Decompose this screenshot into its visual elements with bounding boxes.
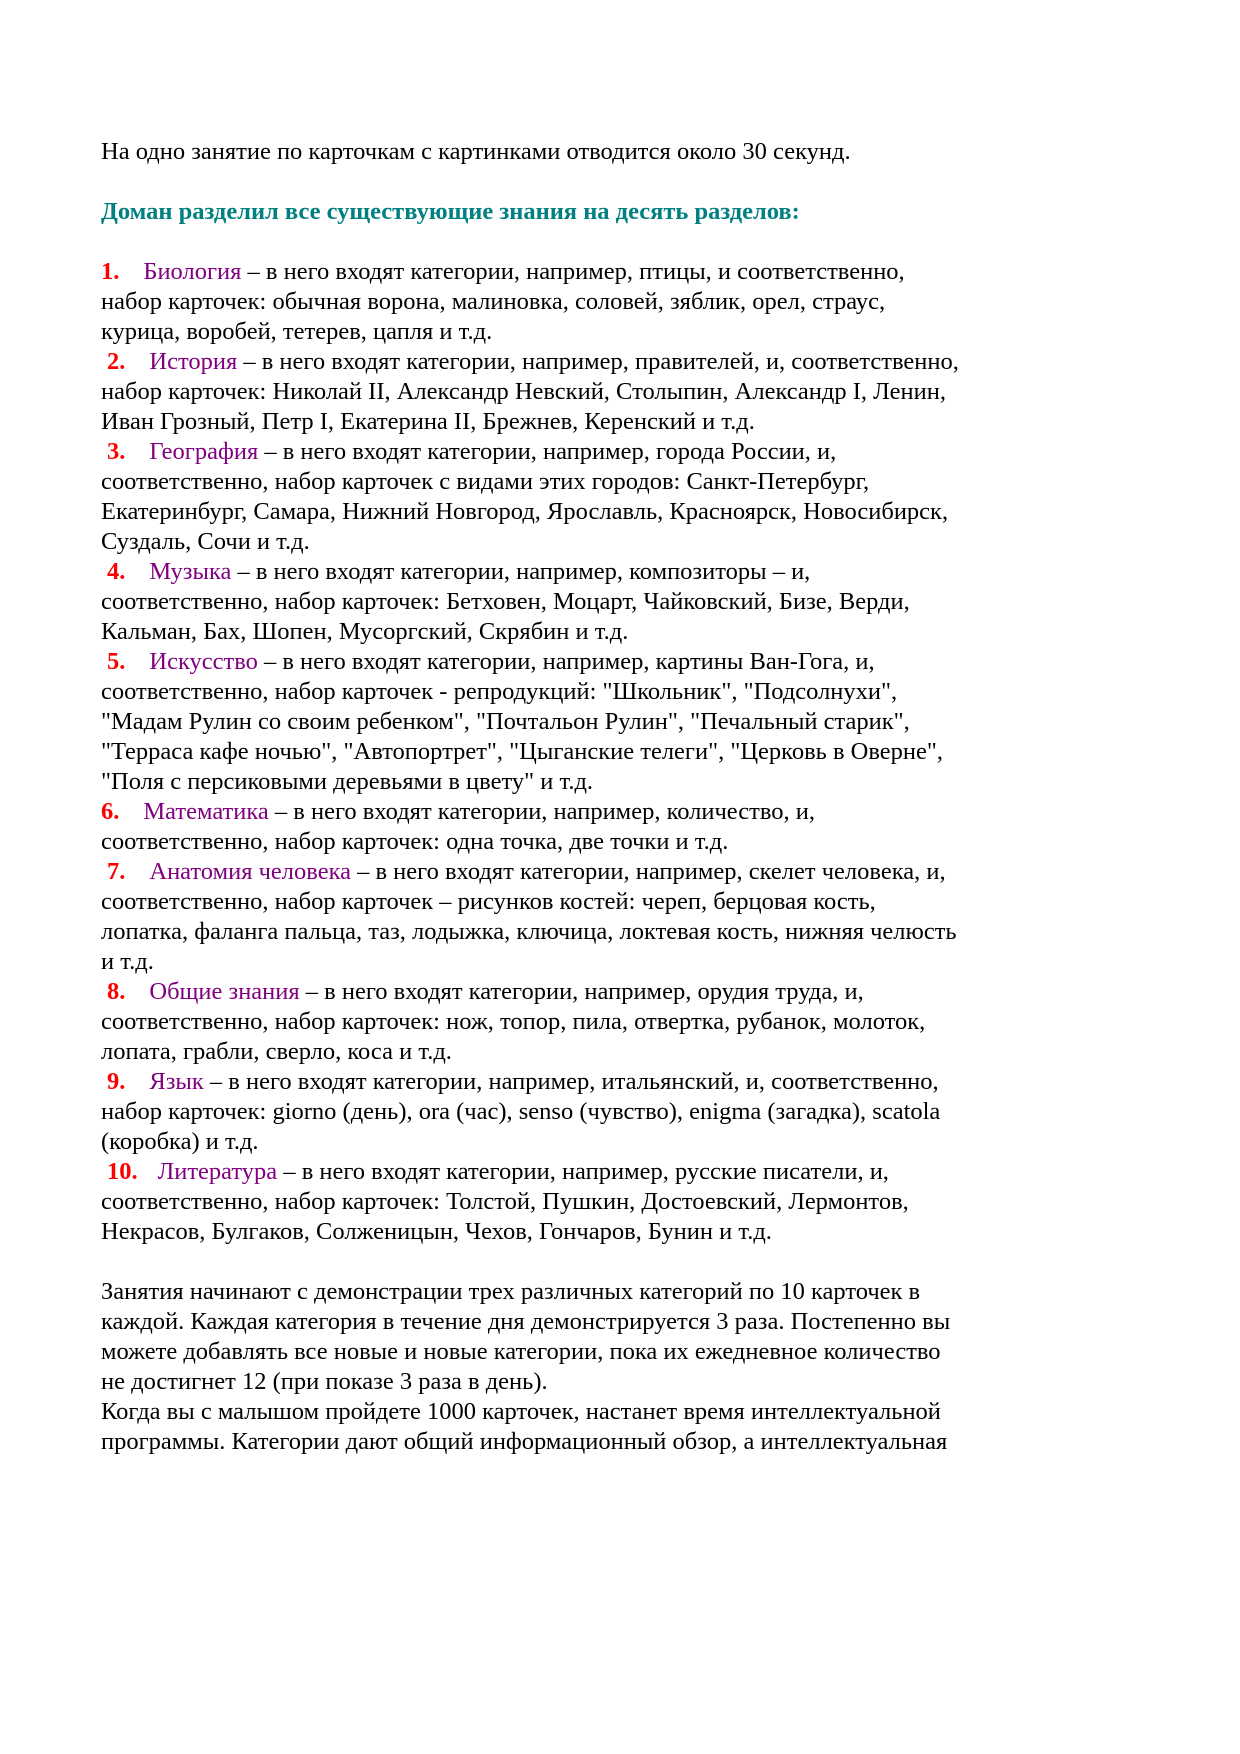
- item-text: – в него входят категории, например, правителей, и, соответственно,: [237, 348, 959, 375]
- item-number: 5.: [107, 648, 126, 675]
- item-text: – в него входят категории, например, итальянский, и, соответственно,: [203, 1068, 939, 1095]
- item-text: Иван Грозный, Петр I, Екатерина II, Брежнев, Керенский и т.д.: [101, 408, 755, 435]
- item-text: соответственно, набор карточек: нож, топор, пила, отвертка, рубанок, молоток,: [101, 1008, 926, 1035]
- item-subject: География: [149, 438, 259, 465]
- item-text: соответственно, набор карточек: одна точка, две точки и т.д.: [101, 828, 729, 855]
- item-text: и т.д.: [101, 948, 154, 975]
- item-text: набор карточек: giorno (день), ora (час), senso (чувство), enigma (загадка), scatola: [101, 1098, 941, 1125]
- sections-list: [101, 257, 1031, 1247]
- list-item-math: [101, 797, 1031, 857]
- item-number: 10.: [107, 1158, 138, 1185]
- item-number: 9.: [107, 1068, 126, 1095]
- item-text: Кальман, Бах, Шопен, Мусоргский, Скрябин и т.д.: [101, 618, 629, 645]
- section-heading: Доман разделил все существующие знания на десять разделов:: [101, 198, 800, 225]
- item-text: Некрасов, Булгаков, Солженицын, Чехов, Гончаров, Бунин и т.д.: [101, 1218, 772, 1245]
- list-item-music: [101, 557, 1031, 647]
- item-text: лопатка, фаланга пальца, таз, лодыжка, ключица, локтевая кость, нижняя челюсть: [101, 918, 957, 945]
- item-text: соответственно, набор карточек - репродукций: "Школьник", "Подсолнухи",: [101, 678, 898, 705]
- item-text: – в него входят категории, например, птицы, и соответственно,: [241, 258, 905, 285]
- item-text: – в него входят категории, например, скелет человека, и,: [350, 858, 946, 885]
- item-text: Екатеринбург, Самара, Нижний Новгород, Ярославль, Красноярск, Новосибирск,: [101, 498, 949, 525]
- item-text: соответственно, набор карточек – рисунков костей: череп, берцовая кость,: [101, 888, 876, 915]
- item-text: соответственно, набор карточек с видами этих городов: Санкт-Петербург,: [101, 468, 870, 495]
- paragraph-line: Когда вы с малышом пройдете 1000 карточек, настанет время интеллектуальной: [101, 1398, 941, 1425]
- item-text: – в него входят категории, например, русские писатели, и,: [277, 1158, 889, 1185]
- item-subject: Математика: [143, 798, 269, 825]
- item-text: – в него входят категории, например, количество, и,: [268, 798, 816, 825]
- item-subject: Язык: [149, 1068, 204, 1095]
- item-text: – в него входят категории, например, города России, и,: [258, 438, 837, 465]
- item-text: "Поля с персиковыми деревьями в цвету" и т.д.: [101, 768, 594, 795]
- paragraph-line: можете добавлять все новые и новые категории, пока их ежедневное количество: [101, 1338, 941, 1365]
- item-subject: История: [149, 348, 238, 375]
- list-item-language: [101, 1067, 1031, 1157]
- item-number: 2.: [107, 348, 126, 375]
- item-text: "Терраса кафе ночью", "Автопортрет", "Цыганские телеги", "Церковь в Оверне",: [101, 738, 943, 765]
- item-number: 3.: [107, 438, 126, 465]
- list-item-literature: [101, 1157, 1031, 1247]
- item-number: 6.: [101, 798, 120, 825]
- list-item-biology: [101, 257, 1031, 347]
- item-number: 1.: [101, 258, 120, 285]
- item-text: соответственно, набор карточек: Толстой, Пушкин, Достоевский, Лермонтов,: [101, 1188, 909, 1215]
- list-item-general-knowledge: [101, 977, 1031, 1067]
- item-text: набор карточек: обычная ворона, малиновка, соловей, зяблик, орел, страус,: [101, 288, 886, 315]
- item-subject: Общие знания: [149, 978, 300, 1005]
- paragraph-line: каждой. Каждая категория в течение дня демонстрируется 3 раза. Постепенно вы: [101, 1308, 951, 1335]
- list-item-anatomy: [101, 857, 1031, 977]
- item-text: (коробка) и т.д.: [101, 1128, 259, 1155]
- item-text: лопата, грабли, сверло, коса и т.д.: [101, 1038, 452, 1065]
- item-text: набор карточек: Николай II, Александр Невский, Столыпин, Александр I, Ленин,: [101, 378, 946, 405]
- item-number: 8.: [107, 978, 126, 1005]
- list-item-art: [101, 647, 1031, 797]
- item-subject: Биология: [143, 258, 242, 285]
- item-number: 4.: [107, 558, 126, 585]
- item-text: – в него входят категории, например, композиторы – и,: [231, 558, 811, 585]
- item-text: соответственно, набор карточек: Бетховен, Моцарт, Чайковский, Бизе, Верди,: [101, 588, 910, 615]
- item-subject: Анатомия человека: [149, 858, 351, 885]
- list-item-history: [101, 347, 1031, 437]
- item-text: – в него входят категории, например, картины Ван-Гога, и,: [257, 648, 875, 675]
- paragraph-line: программы. Категории дают общий информационный обзор, а интеллектуальная: [101, 1428, 948, 1455]
- paragraph-line: Занятия начинают с демонстрации трех различных категорий по 10 карточек в: [101, 1278, 921, 1305]
- item-text: курица, воробей, тетерев, цапля и т.д.: [101, 318, 493, 345]
- item-text: – в него входят категории, например, орудия труда, и,: [299, 978, 864, 1005]
- item-subject: Искусство: [149, 648, 258, 675]
- document-page: [101, 137, 1031, 1457]
- spacer: [101, 1247, 1031, 1277]
- item-text: "Мадам Рулин со своим ребенком", "Почтальон Рулин", "Печальный старик",: [101, 708, 910, 735]
- item-subject: Литература: [157, 1158, 278, 1185]
- closing-paragraph: [101, 1277, 1031, 1457]
- item-subject: Музыка: [149, 558, 232, 585]
- paragraph-line: не достигнет 12 (при показе 3 раза в день).: [101, 1368, 548, 1395]
- item-number: 7.: [107, 858, 126, 885]
- intro-paragraph: На одно занятие по карточкам с картинками отводится около 30 секунд.: [101, 138, 851, 165]
- item-text: Суздаль, Сочи и т.д.: [101, 528, 310, 555]
- list-item-geography: [101, 437, 1031, 557]
